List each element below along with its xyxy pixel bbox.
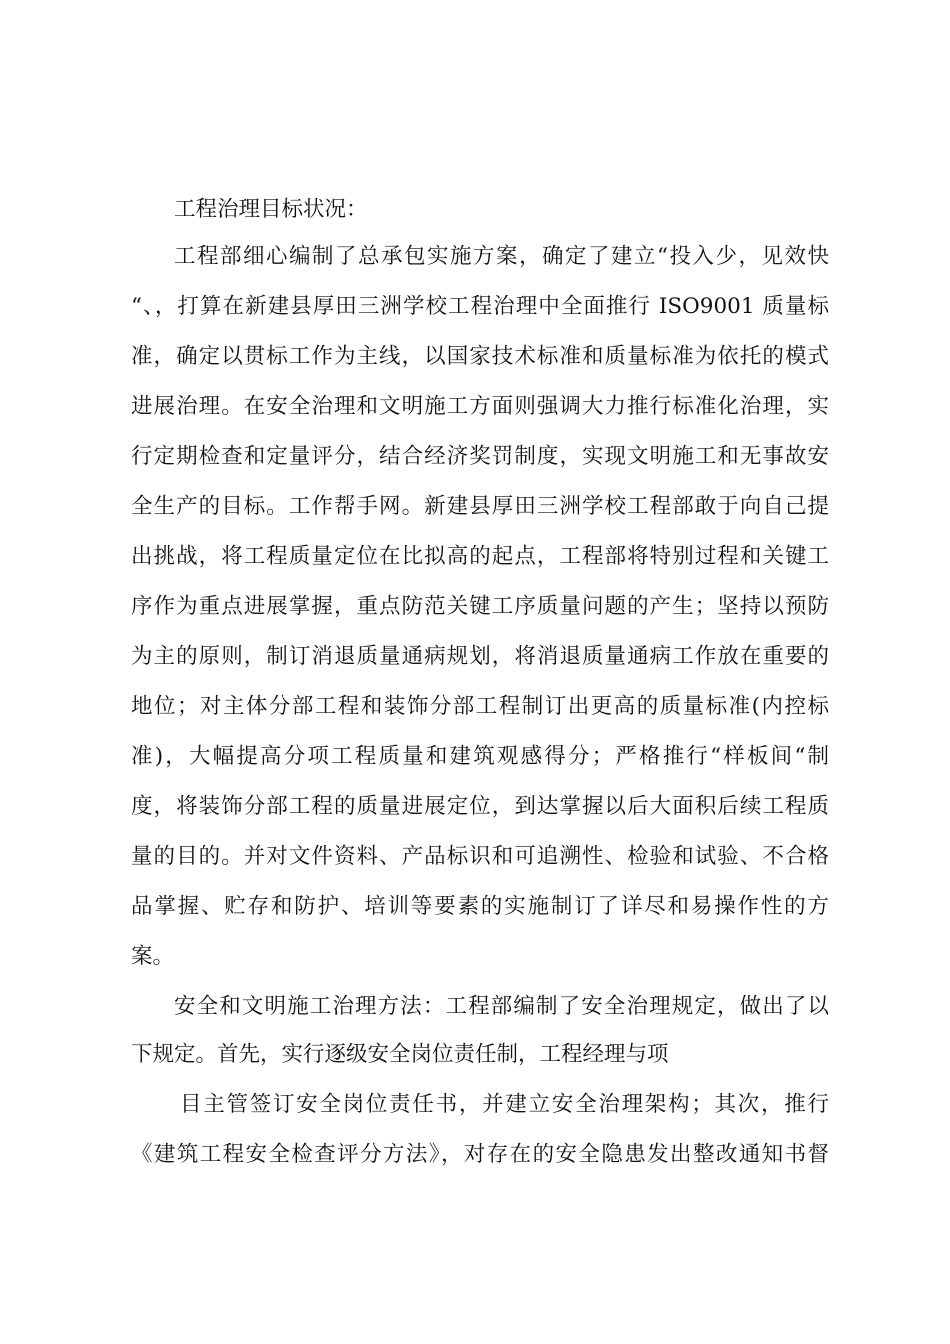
paragraph-line: 准，确定以贯标工作为主线，以国家技术标准和质量标准为依托的模式 [131, 344, 829, 369]
paragraph-line: 序作为重点进展掌握，重点防范关键工序质量问题的产生；坚持以预防 [131, 594, 829, 619]
paragraph-line: 为主的原则，制订消退质量通病规划，将消退质量通病工作放在重要的 [131, 644, 829, 669]
paragraph-line: 地位；对主体分部工程和装饰分部工程制订出更高的质量标准(内控标 [131, 694, 829, 719]
paragraph-line: 下规定。首先，实行逐级安全岗位责任制，工程经理与项 [131, 1042, 669, 1067]
paragraph-line: 度，将装饰分部工程的质量进展定位，到达掌握以后大面积后续工程质 [131, 794, 829, 819]
paragraph-line: 行定期检查和定量评分，结合经济奖罚制度，实现文明施工和无事故安 [131, 444, 829, 469]
paragraph-line: 目主管签订安全岗位责任书，并建立安全治理架构；其次，推行 [180, 1092, 829, 1117]
paragraph-line: 量的目的。并对文件资料、产品标识和可追溯性、检验和试验、不合格 [131, 844, 829, 869]
section-heading-goals: 工程治理目标状况： [174, 197, 368, 222]
paragraph-line: “、，打算在新建县厚田三洲学校工程治理中全面推行 ISO9001 质量标 [131, 294, 829, 319]
paragraph-line: 出挑战，将工程质量定位在比拟高的起点，工程部将特别过程和关键工 [131, 544, 829, 569]
paragraph-line: 准)，大幅提高分项工程质量和建筑观感得分；严格推行“样板间“制 [131, 744, 829, 769]
paragraph-line: 品掌握、贮存和防护、培训等要素的实施制订了详尽和易操作性的方 [131, 894, 829, 919]
paragraph-line: 安全和文明施工治理方法：工程部编制了安全治理规定，做出了以 [174, 994, 829, 1019]
paragraph-line: 案。 [131, 944, 175, 969]
paragraph-line: 进展治理。在安全治理和文明施工方面则强调大力推行标准化治理，实 [131, 394, 829, 419]
paragraph-line: 全生产的目标。工作帮手网。新建县厚田三洲学校工程部敢于向自己提 [131, 494, 829, 519]
paragraph-line: 《建筑工程安全检查评分方法》，对存在的安全隐患发出整改通知书督 [131, 1142, 829, 1167]
paragraph-line: 工程部细心编制了总承包实施方案，确定了建立“投入少，见效快 [174, 244, 829, 269]
